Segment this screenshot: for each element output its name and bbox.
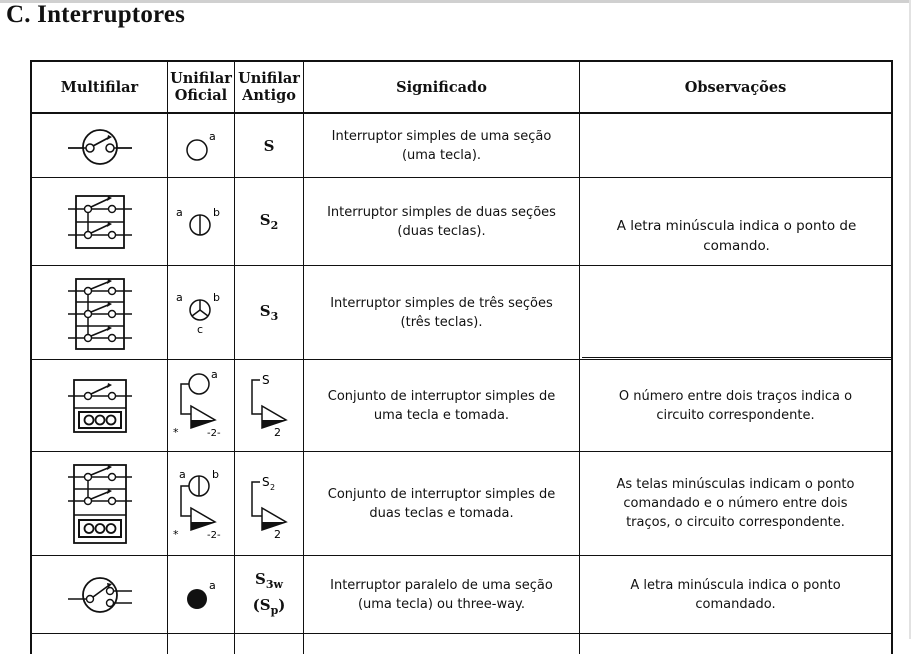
- oficial-symbol: [168, 178, 235, 265]
- observacoes-text: As telas minúsculas indicam o ponto comandado e o número entre dois traços, o circuito correspondente.: [616, 477, 855, 530]
- switch-outlet-antigo-icon: [246, 370, 292, 442]
- significado-text: Interruptor simples de uma seção (uma tecla).: [304, 114, 580, 177]
- header-unifilar-antigo: Unifilar Antigo: [235, 62, 304, 112]
- svg-text:2: 2: [274, 527, 281, 541]
- double-switch-oficial-icon: [176, 204, 226, 240]
- significado-text: Interruptor simples de duas seções (duas teclas).: [304, 178, 580, 265]
- multifilar-symbol: [32, 266, 168, 359]
- cell-partial: [235, 634, 304, 654]
- oficial-symbol: [168, 556, 235, 633]
- antigo-symbol: S: [235, 114, 304, 177]
- multifilar-symbol: [32, 556, 168, 633]
- observacoes-text: O número entre dois traços indica o circuito correspondente.: [618, 388, 853, 423]
- switch-outlet-multifilar-icon: [68, 376, 132, 436]
- header-unifilar-oficial: Unifilar Oficial: [168, 62, 235, 112]
- svg-text:2: 2: [274, 425, 281, 439]
- triple-switch-oficial-icon: [176, 289, 226, 337]
- svg-text:c: c: [197, 322, 204, 336]
- svg-text:S: S: [262, 372, 270, 387]
- triple-switch-multifilar-icon: [68, 275, 132, 351]
- header-multifilar: Multifilar: [32, 62, 168, 112]
- double-switch-outlet-multifilar-icon: [68, 461, 132, 547]
- multifilar-symbol: [32, 178, 168, 265]
- svg-text:-2-: -2-: [207, 427, 221, 439]
- multifilar-symbol: [32, 452, 168, 555]
- single-switch-oficial-icon: [181, 128, 221, 164]
- svg-text:S: S: [262, 474, 270, 489]
- svg-text:-2-: -2-: [207, 529, 221, 541]
- svg-text:b: b: [213, 290, 220, 304]
- merged-observacao: A letra minúscula indica o ponto de comando.: [582, 114, 891, 358]
- table-row: [32, 360, 891, 452]
- three-way-switch-oficial-icon: [181, 577, 221, 613]
- oficial-symbol: [168, 114, 235, 177]
- table-row: [32, 452, 891, 556]
- svg-text:a: a: [211, 367, 218, 381]
- significado-text: Conjunto de interruptor simples de uma tecla e tomada.: [304, 360, 580, 451]
- svg-text:a: a: [209, 578, 216, 592]
- double-switch-multifilar-icon: [68, 190, 132, 254]
- table-header-row: [32, 62, 891, 114]
- svg-text:b: b: [213, 205, 220, 219]
- observacoes-text: A letra minúscula indica o ponto comandado.: [630, 577, 841, 612]
- symbols-table: [30, 60, 893, 654]
- antigo-symbol: [235, 360, 304, 451]
- cell-partial: [304, 634, 580, 654]
- table-row: [32, 556, 891, 634]
- double-switch-outlet-antigo-icon: [246, 464, 292, 544]
- significado-text: Conjunto de interruptor simples de duas teclas e tomada.: [304, 452, 580, 555]
- oficial-symbol: [168, 266, 235, 359]
- oficial-symbol: [168, 452, 235, 555]
- multifilar-symbol: [32, 360, 168, 451]
- svg-text:a: a: [176, 290, 183, 304]
- significado-text: Interruptor paralelo de uma seção (uma tecla) ou three-way.: [304, 556, 580, 633]
- oficial-symbol: [168, 360, 235, 451]
- svg-text:a: a: [179, 467, 186, 481]
- significado-text: Interruptor simples de três seções (três teclas).: [304, 266, 580, 359]
- antigo-symbol: [235, 452, 304, 555]
- svg-text:b: b: [212, 467, 219, 481]
- header-observacoes: Observações: [684, 78, 787, 96]
- svg-text:a: a: [176, 205, 183, 219]
- table-row-partial: [32, 634, 891, 654]
- antigo-symbol: $S_3$: [235, 266, 304, 359]
- cell-partial: [580, 634, 891, 654]
- antigo-symbol: $S_{3w}$ $(S_p)$: [235, 556, 304, 633]
- section-title: C. Interruptores: [6, 1, 186, 28]
- cell-partial: [32, 634, 168, 654]
- single-switch-multifilar-icon: [68, 126, 132, 166]
- svg-text:2: 2: [270, 482, 276, 492]
- svg-text:*: *: [173, 425, 179, 439]
- cell-partial: [168, 634, 235, 654]
- three-way-switch-multifilar-icon: [68, 573, 132, 617]
- antigo-symbol: $S_2$: [235, 178, 304, 265]
- svg-text:a: a: [209, 129, 216, 143]
- switch-outlet-oficial-icon: [173, 367, 229, 442]
- header-significado: Significado: [304, 62, 580, 112]
- double-switch-outlet-oficial-icon: [173, 464, 229, 544]
- svg-text:*: *: [173, 527, 179, 541]
- multifilar-symbol: [32, 114, 168, 177]
